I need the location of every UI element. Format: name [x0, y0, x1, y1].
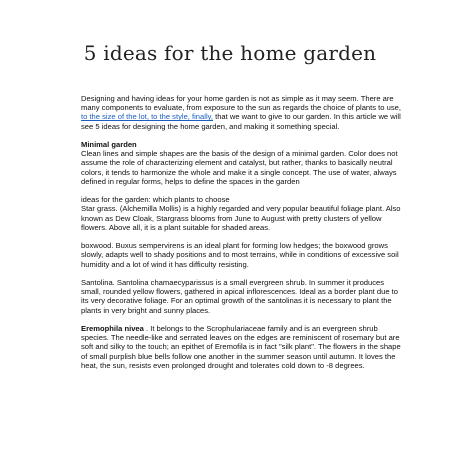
intro-text-before: Designing and having ideas for your home garden is not as simple as it may seem. There are many components to evaluate, from exposure to the sun as regards the choice of plants to use,	[81, 94, 401, 113]
intro-text-after: that we want to give to our garden. In this article we will see 5 ideas for designing the home garden, and making it something special.	[81, 112, 401, 131]
boxwood-paragraph: boxwood. Buxus sempervirens is an ideal plant for forming low hedges; the boxwood grows slowly, adapts well to shady positions and to most terrains, while in conditions of excessive soil humidity and a lot of wind it has difficulty resisting.	[81, 241, 399, 269]
minimal-garden-section	[81, 140, 403, 186]
intro-paragraph	[81, 94, 403, 131]
santolina-paragraph: Santolina. Santolina chamaecyparissus is a small evergreen shrub. In summer it produces small, rounded yellow flowers, gathered in apical inflorescences. Ideal as a border plant due to its very decorative foliage. For an optimal growth of the santolinas it is necessary to plant the plants in very bright and sunny places.	[81, 278, 399, 315]
eremophila-text: . It belongs to the Scrophulariaceae family and is an evergreen shrub species. The needle-like and serrated leaves on the edges are reminiscent of rosemary but are soft and silky to the touch; an epithet of Eremofila is in fact "silk plant". The flowers in the shape of small purplish blue bells follow one another in the summer season until autumn. It loves the heat, the sun, resists even prolonged drought and tolerates cold down to -8 degrees.	[81, 324, 401, 370]
plants-heading: ideas for the garden: which plants to choose	[81, 195, 230, 205]
plants-section	[81, 195, 403, 232]
article-body	[81, 94, 403, 370]
eremophila-paragraph	[81, 324, 403, 370]
star-grass-text: Star grass. (Alchemilla Mollis) is a highly regarded and very popular beautiful foliage plant. Also known as Dew Cloak, Stargrass blooms from June to August with pretty clusters of yellow flowers. Above all, it is a plant suitable for shaded areas.	[81, 204, 401, 232]
page-title: 5 ideas for the home garden	[83, 41, 377, 65]
minimal-garden-text: Clean lines and simple shapes are the basis of the design of a minimal garden. Color does not assume the role of characterizing element and catalyst, but rather, thanks to basically neutral colors, it tends to harmonize the whole and make it a single concept. The use of water, always defined in regular forms, helps to define the spaces in the garden	[81, 149, 398, 186]
minimal-garden-heading: Minimal garden	[81, 140, 137, 149]
intro-link[interactable]: to the size of the lot, to the style, finally,	[81, 112, 213, 122]
eremophila-name: Eremophila nivea	[81, 324, 144, 333]
